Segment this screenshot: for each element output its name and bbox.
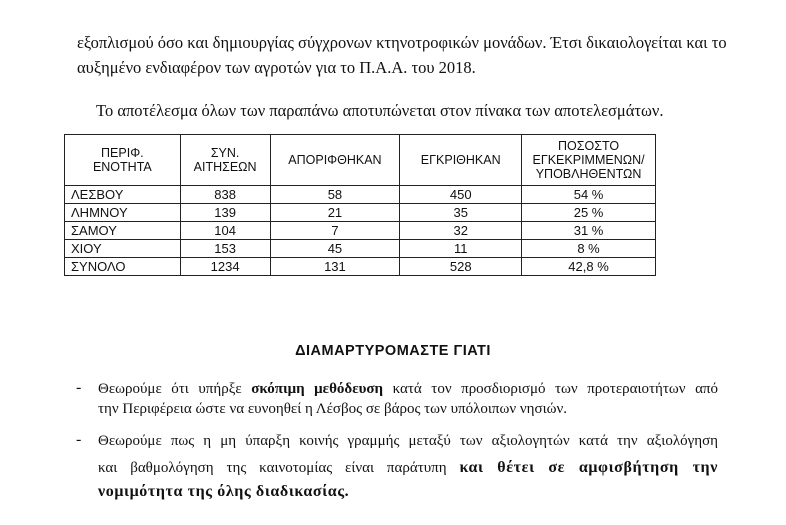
cell-rejected: 7 [270,222,400,240]
cell-region: ΛΗΜΝΟΥ [65,204,181,222]
header-applications [180,135,270,186]
cell-approved: 528 [400,258,522,276]
emphasis-text: σκόπιμη μεθόδευση [251,381,384,397]
table-row [65,186,656,204]
header-region-line-1: ΠΕΡΙΦ. [101,146,144,160]
bullet-marker: - [76,379,82,396]
header-region-line-2: ΕΝΟΤΗΤΑ [92,160,152,174]
paragraph-line: νομιμότητα της όλης διαδικασίας. [98,483,350,500]
header-approved: ΕΓΚΡΙΘΗΚΑΝ [400,135,522,186]
cell-rejected: 21 [270,204,400,222]
bullet-marker: - [76,431,82,448]
bullet-paragraph-1 [98,379,718,419]
table-row [65,240,656,258]
intro-line-1: εξοπλισμού όσο και δημιουργίας σύγχρονων κτηνοτροφικών μονάδων. Έτσι δικαιολογείται και το [77,33,727,52]
header-percent-line-3: ΥΠΟΒΛΗΘΕΝΤΩΝ [535,167,642,181]
paragraph-line: την Περιφέρεια ώστε να ευνοηθεί η Λέσβος σε βάρος των υπόλοιπων νησιών. [98,401,568,417]
header-percent [522,135,656,186]
cell-percent: 8 % [522,240,656,258]
cell-approved: 11 [400,240,522,258]
cell-approved: 35 [400,204,522,222]
cell-applications: 838 [180,186,270,204]
bullet-paragraph-2 [98,431,718,502]
cell-approved: 32 [400,222,522,240]
cell-rejected: 131 [270,258,400,276]
cell-region: ΛΕΣΒΟΥ [65,186,181,204]
cell-approved: 450 [400,186,522,204]
cell-applications: 104 [180,222,270,240]
header-applications-line-2: ΑΙΤΗΣΕΩΝ [193,160,257,174]
paragraph-line: Θεωρούμε πως η μη ύπαρξη κοινής γραμμής μεταξύ των αξιολογητών κατά την αξιολόγηση [98,433,718,449]
cell-applications: 139 [180,204,270,222]
header-percent-line-2: ΕΓΚΕΚΡΙΜΜΕΝΩΝ/ [532,153,645,167]
section-heading: ΔΙΑΜΑΡΤΥΡΟΜΑΣΤΕ ΓΙΑΤΙ [295,343,491,359]
cell-rejected: 45 [270,240,400,258]
header-percent-line-1: ΠΟΣΟΣΤΟ [558,139,620,153]
header-rejected: ΑΠΟΡΙΦΘΗΚΑΝ [270,135,400,186]
cell-applications: 153 [180,240,270,258]
results-table-header [65,135,656,186]
cell-percent: 25 % [522,204,656,222]
results-table [64,134,656,276]
cell-percent: 31 % [522,222,656,240]
text-run: και βαθμολόγηση της καινοτομίας είναι παράτυπη [98,460,460,476]
cell-rejected: 58 [270,186,400,204]
header-applications-line-1: ΣΥΝ. [210,146,240,160]
emphasis-text: και θέτει σε αμφισβήτηση την [459,459,718,476]
cell-percent: 42,8 % [522,258,656,276]
table-row [65,222,656,240]
text-run: Θεωρούμε ότι υπήρξε [98,381,252,397]
intro-line-2: αυξημένο ενδιαφέρον των αγροτών για το Π.Α.Α. του 2018. [77,58,476,77]
intro-line-3: Το αποτέλεσμα όλων των παραπάνω αποτυπώνεται στον πίνακα των αποτελεσμάτων. [96,101,664,120]
paragraph-line [98,458,718,478]
cell-region: ΣΑΜΟΥ [65,222,181,240]
paragraph-line [98,379,718,399]
header-region [65,135,181,186]
cell-percent: 54 % [522,186,656,204]
text-run: κατά τον προσδιορισμό των προτεραιοτήτων από [383,381,719,397]
table-row [65,204,656,222]
table-row-total [65,258,656,276]
cell-applications: 1234 [180,258,270,276]
cell-region: ΣΥΝΟΛΟ [65,258,181,276]
cell-region: ΧΙΟΥ [65,240,181,258]
